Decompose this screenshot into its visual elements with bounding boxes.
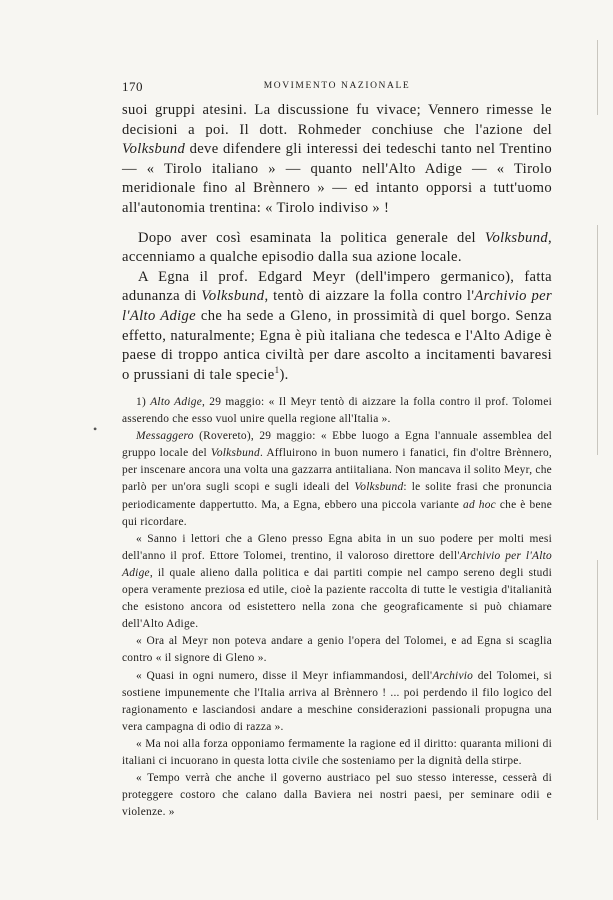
footnote-1: 1) Alto Adige, 29 maggio: « Il Meyr tentò di aizzare la folla contro il prof. Tolomei asserendo che esso vuol unire quella regione all'Italia ».: [122, 396, 552, 426]
footnote-7: « Tempo verrà che anche il governo austriaco pel suo stesso interesse, cesserà di proteggere costoro che calano dalla Baviera nei nostri paesi, per seminare odii e violenze. »: [122, 772, 552, 819]
footnote-ref: 1: [274, 364, 280, 375]
page-edge-line: [597, 225, 598, 455]
footnote-6: « Ma noi alla forza opponiamo fermamente la ragione ed il diritto: quaranta milioni di italiani ci incuorano in questa lotta civile che sosteniamo per la dignità della stirpe.: [122, 737, 552, 767]
footnote-2: Messaggero (Rovereto), 29 maggio: « Ebbe luogo a Egna l'annuale assemblea del gruppo locale del Volksbund. Affluirono in buon numero i fanatici, fin d'oltre Brènnero, per inscenare ancora una volta una gazzarra antiitaliana. Non mancava il solito Meyr, che parlò per un'ora sugli scopi e sugli ideali del Volksbund: le solite frasi che pronuncia periodicamente dappertutto. Ma, a Egna, ebbero una piccola variante ad hoc che è bene qui ricordare.: [122, 430, 553, 528]
emphasis: Volksbund: [122, 141, 186, 158]
paragraph-2: Dopo aver così esaminata la politica generale del Volksbund, accenniamo a qualche episodio dalla sua azione locale.: [122, 229, 552, 266]
journal-title: Archivio per l'Alto Adige: [122, 288, 552, 324]
emphasis: Volksbund: [484, 229, 548, 246]
emphasis: Volksbund: [201, 288, 265, 305]
main-text: [122, 101, 552, 385]
page-header: [122, 79, 552, 95]
footnote-4: « Ora al Meyr non poteva andare a genio l'opera del Tolomei, e ad Egna si scaglia contro « il signore di Gleno ».: [122, 635, 552, 665]
margin-mark: •: [93, 422, 98, 436]
footnotes: [122, 394, 552, 821]
paragraph-3: A Egna il prof. Edgard Meyr (dell'impero germanico), fatta adunanza di Volksbund, tentò di aizzare la folla contro l'Archivio per l'Alto Adige che ha sede a Gleno, in prossimità di quel borgo. Senza effetto, naturalmente; Egna è più italiana che tedesca e l'Alto Adige è paese di troppo antica civiltà per dare ascolto a incitamenti bavaresi o prussiani di tale specie$^1$).: [122, 268, 552, 383]
paragraph-1: suoi gruppi atesini. La discussione fu vivace; Vennero rimesse le decisioni a poi. Il dott. Rohmeder conchiuse che l'azione del Volksbund deve difendere gli interessi dei tedeschi tanto nel Trentino — « Tirolo italiano » — quanto nell'Alto Adige — « Tirolo meridionale fino al Brènnero » — ed intanto opporsi a tutt'uomo all'autonomia trentina: « Tirolo indiviso » !: [122, 102, 552, 216]
page-number: 170: [122, 79, 143, 94]
running-title: MOVIMENTO NAZIONALE: [263, 81, 411, 91]
page-edge-line: [597, 560, 598, 820]
footnote-3: « Sanno i lettori che a Gleno presso Egna abita in un suo podere per molti mesi dell'anno il prof. Ettore Tolomei, trentino, il valoroso direttore dell'Archivio per l'Alto Adige, il quale alieno dalla politica e dai partiti compie nel campo sereno degli studi opera veramente preziosa ed utile, cioè la paziente raccolta di tutte le vestigia d'italianità che esistono ancora od esistettero nella zona che geograficamente si può chiamare dell'Alto Adige.: [122, 532, 552, 631]
page-edge-line: [597, 40, 598, 115]
footnote-5: « Quasi in ogni numero, disse il Meyr infiammandosi, dell'Archivio del Tolomei, si sostiene impunemente che l'Italia arriva al Brènnero ! ... poi perdendo il filo logico del ragionamento e lasciandosi andare a meschine considerazioni passionali propugna una vera campagna di odio di razza ».: [122, 669, 552, 733]
